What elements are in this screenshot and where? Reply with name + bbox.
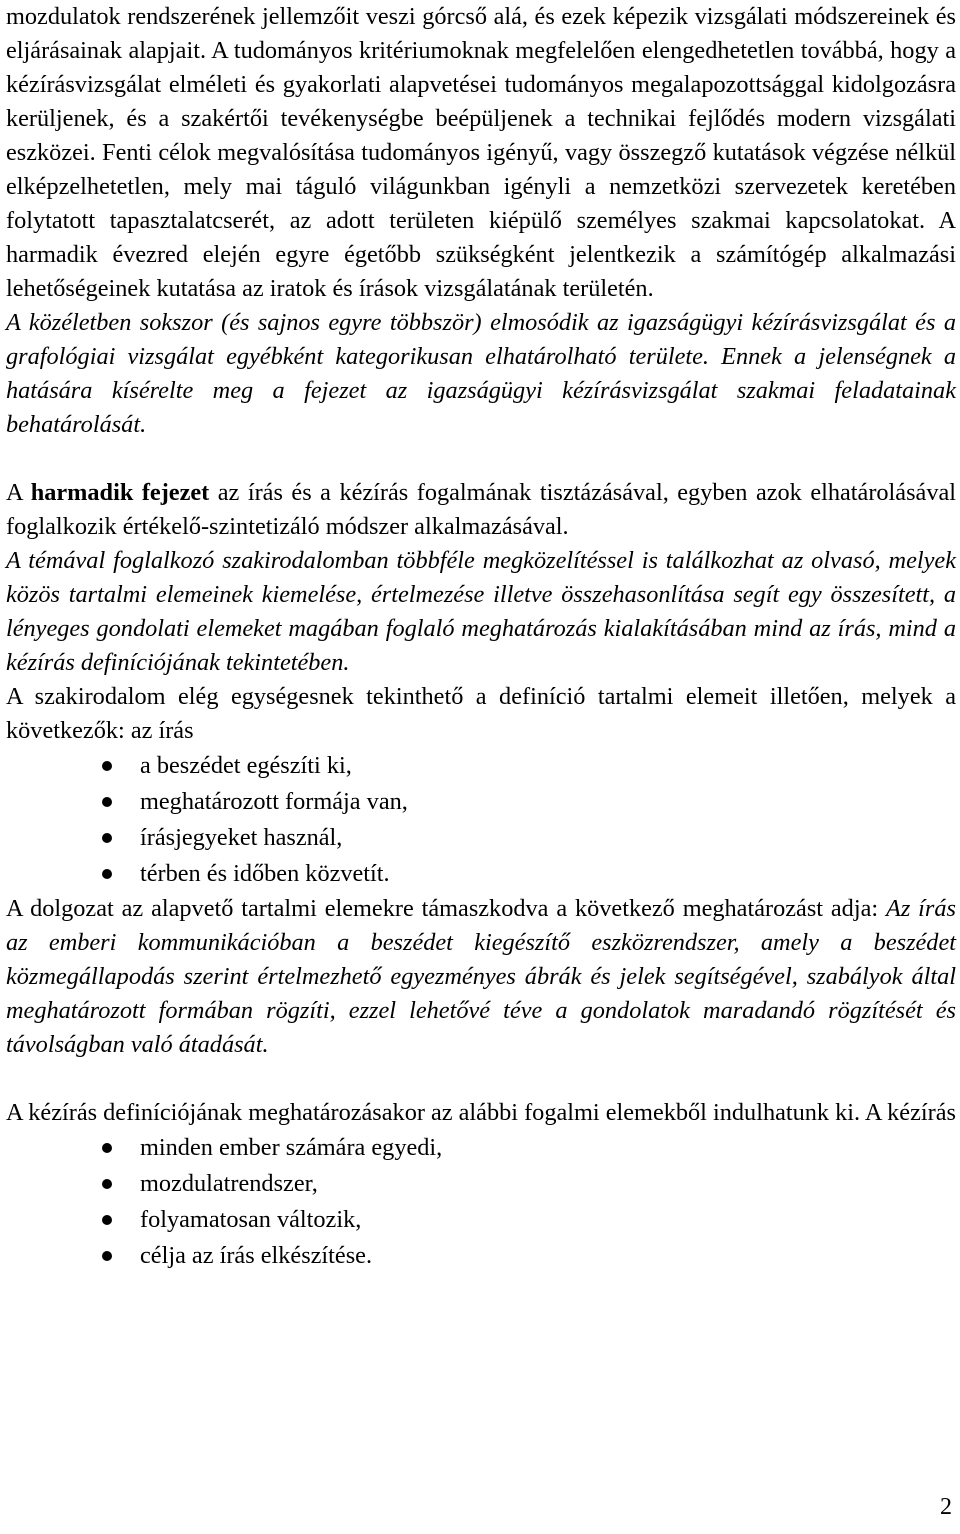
- paragraph-handwriting-definition: A kézírás definíciójának meghatározásakor az alábbi fogalmi elemekből indulhatunk ki. A kézírás: [6, 1099, 956, 1126]
- bullet-icon: [102, 833, 112, 843]
- page-number: 2: [940, 1494, 952, 1520]
- writing-elements-list: [6, 748, 956, 892]
- paragraph-third-chapter: [6, 476, 956, 544]
- document-page: [6, 0, 956, 1274]
- list-item: [6, 784, 956, 820]
- bullet-icon: [102, 761, 112, 771]
- paragraph-definition-elements: A szakirodalom elég egységesnek tekinthető a definíció tartalmi elemeit illetően, melyek a következők: az írás: [6, 683, 956, 744]
- list-item: [6, 1238, 956, 1274]
- bullet-icon: [102, 1215, 112, 1225]
- paragraph-research-goals: mozdulatok rendszerének jellemzőit veszi górcső alá, és ezek képezik vizsgálati módszereinek és eljárásainak alapjait. A tudományos kritériumoknak megfelelően elengedhetetlen továbbá, hogy a kézírásvizsgálat elméleti és gyakorlati alapvetései tudományos megalapozottsággal kidolgozásra kerüljenek, és a szakértői tevékenységbe beépüljenek a technikai fejlődés modern vizsgálati eszközei. Fenti célok megvalósítása tudományos igényű, vagy összegző kutatások végzése nélkül elképzelhetetlen, mely mai táguló világunkban igényli a nemzetközi szervezetek keretében folytatott tapasztalatcserét, az adott területen kiépülő személyes szakmai kapcsolatokat. A harmadik évezred elején egyre égetőbb szükségként jelentkezik a számítógép alkalmazási lehetőségeinek kutatása az iratok és írások vizsgálatának területén.: [6, 3, 956, 302]
- third-chapter-post: az írás és a kézírás fogalmának tisztázásával, egyben azok elhatárolásával foglalkozik értékelő-szintetizáló módszer alkalmazásával.: [6, 479, 957, 540]
- paragraph-writing-definition: [6, 892, 956, 1062]
- third-chapter-bold: harmadik fejezet: [30, 479, 210, 506]
- list-item-text: meghatározott formája van,: [140, 788, 408, 815]
- list-item-text: mozdulatrendszer,: [140, 1170, 318, 1197]
- third-chapter-pre: A: [6, 479, 31, 506]
- list-item-text: a beszédet egészíti ki,: [140, 752, 352, 779]
- list-item-text: írásjegyeket használ,: [140, 824, 343, 851]
- handwriting-elements-list: [6, 1130, 956, 1274]
- bullet-icon: [102, 797, 112, 807]
- bullet-icon: [102, 869, 112, 879]
- writing-definition-pre: A dolgozat az alapvető tartalmi elemekre támaszkodva a következő meghatározást adja:: [6, 895, 886, 922]
- bullet-icon: [102, 1251, 112, 1261]
- bullet-icon: [102, 1179, 112, 1189]
- list-item: [6, 1130, 956, 1166]
- paragraph-public-life-italic: A közéletben sokszor (és sajnos egyre többször) elmosódik az igazságügyi kézírásvizsgálat és a grafológiai vizsgálat egyébként kategorikusan elhatárolható területe. Ennek a jelenségnek a hatására kísérelte meg a fejezet az igazságügyi kézírásvizsgálat szakmai feladatainak behatárolását.: [6, 309, 956, 438]
- list-item: [6, 856, 956, 892]
- list-item-text: térben és időben közvetít.: [140, 860, 390, 887]
- list-item: [6, 748, 956, 784]
- list-item: [6, 1202, 956, 1238]
- list-item-text: célja az írás elkészítése.: [140, 1242, 373, 1269]
- bullet-icon: [102, 1143, 112, 1153]
- list-item-text: minden ember számára egyedi,: [140, 1134, 443, 1161]
- list-item: [6, 820, 956, 856]
- paragraph-literature-italic: A témával foglalkozó szakirodalomban többféle megközelítéssel is találkozhat az olvasó, melyek közös tartalmi elemeinek kiemelése, értelmezése illetve összehasonlítása segít egy összesített, a lényeges gondolati elemeket magában foglaló meghatározás kialakításában mind az írás, mind a kézírás definíciójának tekintetében.: [6, 547, 956, 676]
- writing-definition-italic: Az írás az emberi kommunikációban a beszédet kiegészítő eszközrendszer, amely a beszédet közmegállapodás szerint értelmezhető egyezményes ábrák és jelek segítségével, szabályok által meghatározott formában rögzíti, ezzel lehetővé téve a gondolatok maradandó rögzítését és távolságban való átadását.: [6, 895, 956, 1058]
- list-item: [6, 1166, 956, 1202]
- list-item-text: folyamatosan változik,: [140, 1206, 362, 1233]
